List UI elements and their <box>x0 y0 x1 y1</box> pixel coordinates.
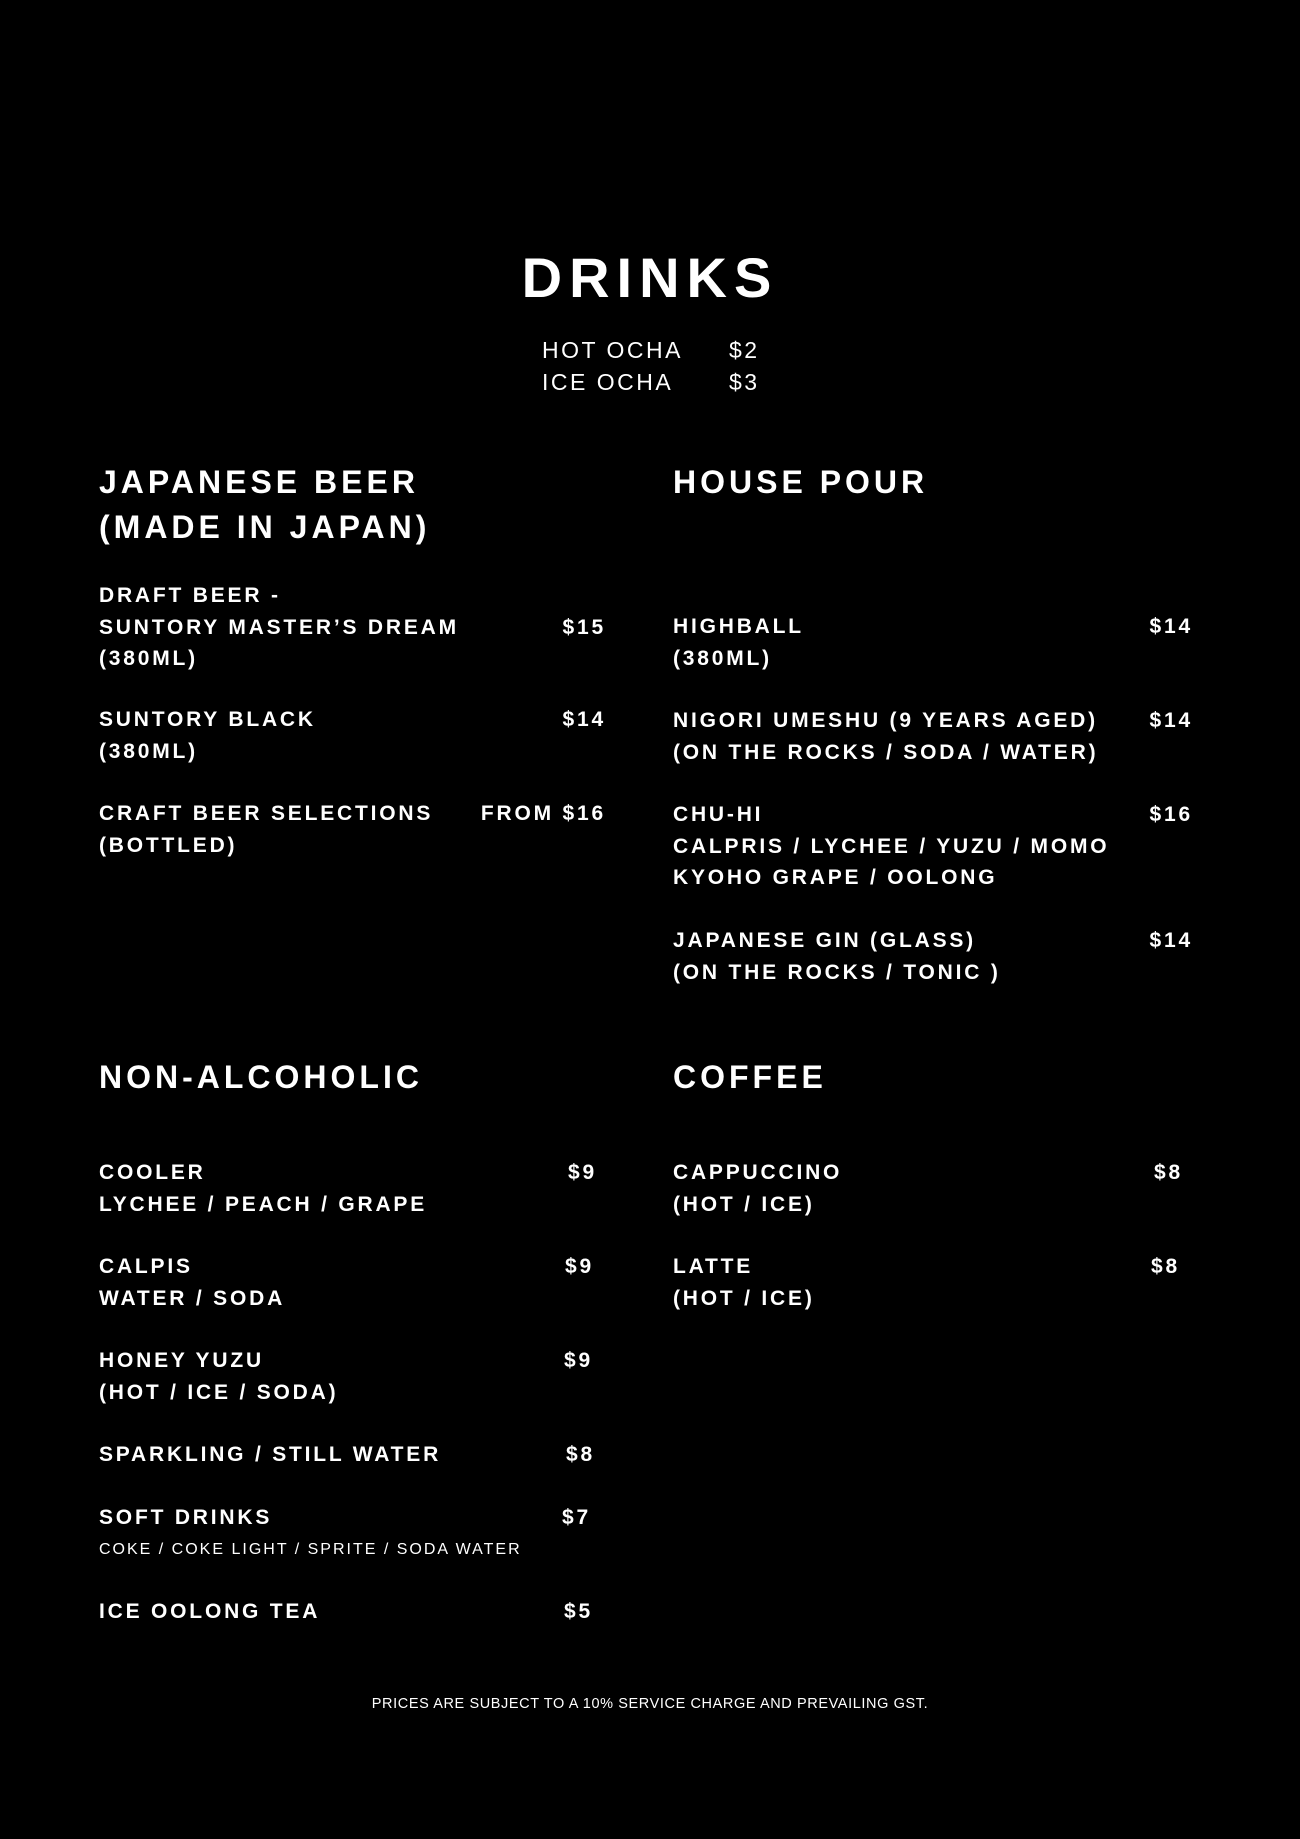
section-title-japanese-beer <box>99 460 430 550</box>
item-name: HIGHBALL <box>673 615 804 638</box>
item-price: $8 <box>1151 1255 1180 1278</box>
item-price: $14 <box>1149 709 1193 732</box>
menu-item-draft-beer <box>99 580 606 675</box>
item-price: $16 <box>1149 803 1193 826</box>
item-detail: SUNTORY MASTER’S DREAM <box>99 615 459 639</box>
item-price: $7 <box>562 1506 591 1529</box>
item-detail: CALPRIS / LYCHEE / YUZU / MOMO <box>673 834 1110 858</box>
item-name: HONEY YUZU <box>99 1349 264 1372</box>
item-price: $14 <box>1149 615 1193 638</box>
menu-title: DRINKS <box>521 246 779 309</box>
section-title-line: (MADE IN JAPAN) <box>99 509 431 545</box>
ocha-item <box>542 334 782 366</box>
menu-item-cappuccino <box>673 1157 1183 1220</box>
item-name: CALPIS <box>99 1255 193 1278</box>
item-detail: LYCHEE / PEACH / GRAPE <box>99 1192 428 1216</box>
ocha-item-price: $2 <box>729 337 760 363</box>
menu-item-craft-beer <box>99 798 606 861</box>
ocha-item-price: $3 <box>729 369 760 395</box>
item-price: FROM $16 <box>480 802 606 825</box>
section-title-line: JAPANESE BEER <box>99 464 419 500</box>
ocha-item-name: ICE OCHA <box>542 369 674 395</box>
item-detail: (BOTTLED) <box>99 833 238 857</box>
item-price: $15 <box>562 615 606 639</box>
item-name: SOFT DRINKS <box>99 1506 273 1529</box>
section-title-coffee: COFFEE <box>673 1059 827 1095</box>
menu-item-latte <box>673 1251 1180 1314</box>
ocha-list <box>542 334 782 398</box>
item-price: $8 <box>1154 1161 1183 1184</box>
item-price: $9 <box>565 1255 594 1278</box>
menu-item-cooler <box>99 1157 597 1220</box>
item-name: LATTE <box>673 1255 754 1278</box>
item-name: CRAFT BEER SELECTIONS <box>99 802 434 825</box>
item-detail: (380ML) <box>99 739 198 763</box>
item-detail: COKE / COKE LIGHT / SPRITE / SODA WATER <box>99 1540 522 1558</box>
section-title-house-pour: HOUSE POUR <box>673 464 929 500</box>
menu-item-highball <box>673 611 1193 674</box>
item-name: JAPANESE GIN (GLASS) <box>673 929 976 952</box>
menu-item-japanese-gin <box>673 925 1193 988</box>
item-price: $8 <box>566 1443 595 1466</box>
item-price: $9 <box>568 1161 597 1184</box>
item-price: $9 <box>564 1349 593 1372</box>
item-price: $5 <box>564 1600 593 1623</box>
ocha-item-name: HOT OCHA <box>542 337 683 363</box>
item-detail: (ON THE ROCKS / SODA / WATER) <box>673 740 1099 764</box>
menu-item-calpis <box>99 1251 594 1314</box>
item-name: CHU-HI <box>673 803 764 826</box>
section-title-non-alcoholic: NON-ALCOHOLIC <box>99 1059 423 1095</box>
item-name: ICE OOLONG TEA <box>99 1600 321 1623</box>
item-name: CAPPUCCINO <box>673 1161 843 1184</box>
menu-item-suntory-black <box>99 704 606 767</box>
item-name: SUNTORY BLACK <box>99 708 316 731</box>
ocha-item <box>542 366 782 398</box>
item-detail: KYOHO GRAPE / OOLONG <box>673 866 998 889</box>
item-detail: (380ML) <box>673 646 772 670</box>
item-detail: (HOT / ICE) <box>673 1192 815 1216</box>
menu-item-ice-oolong-tea <box>99 1596 593 1628</box>
service-charge-note: PRICES ARE SUBJECT TO A 10% SERVICE CHARGE AND PREVAILING GST. <box>371 1696 929 1712</box>
menu-item-soft-drinks <box>99 1502 591 1565</box>
item-detail: WATER / SODA <box>99 1286 286 1310</box>
item-name: SPARKLING / STILL WATER <box>99 1443 442 1466</box>
menu-item-honey-yuzu <box>99 1345 593 1408</box>
menu-item-nigori-umeshu <box>673 705 1193 768</box>
item-detail: (ON THE ROCKS / TONIC ) <box>673 960 1001 984</box>
item-name: COOLER <box>99 1161 206 1184</box>
item-name: NIGORI UMESHU (9 YEARS AGED) <box>673 709 1098 732</box>
item-detail: (HOT / ICE) <box>673 1286 815 1310</box>
item-price: $14 <box>1149 929 1193 952</box>
item-price: $14 <box>562 708 606 731</box>
item-name: DRAFT BEER - <box>99 584 281 607</box>
menu-item-water <box>99 1439 595 1471</box>
item-detail: (HOT / ICE / SODA) <box>99 1380 339 1404</box>
item-detail: (380ML) <box>99 647 198 670</box>
menu-item-chu-hi <box>673 799 1193 894</box>
